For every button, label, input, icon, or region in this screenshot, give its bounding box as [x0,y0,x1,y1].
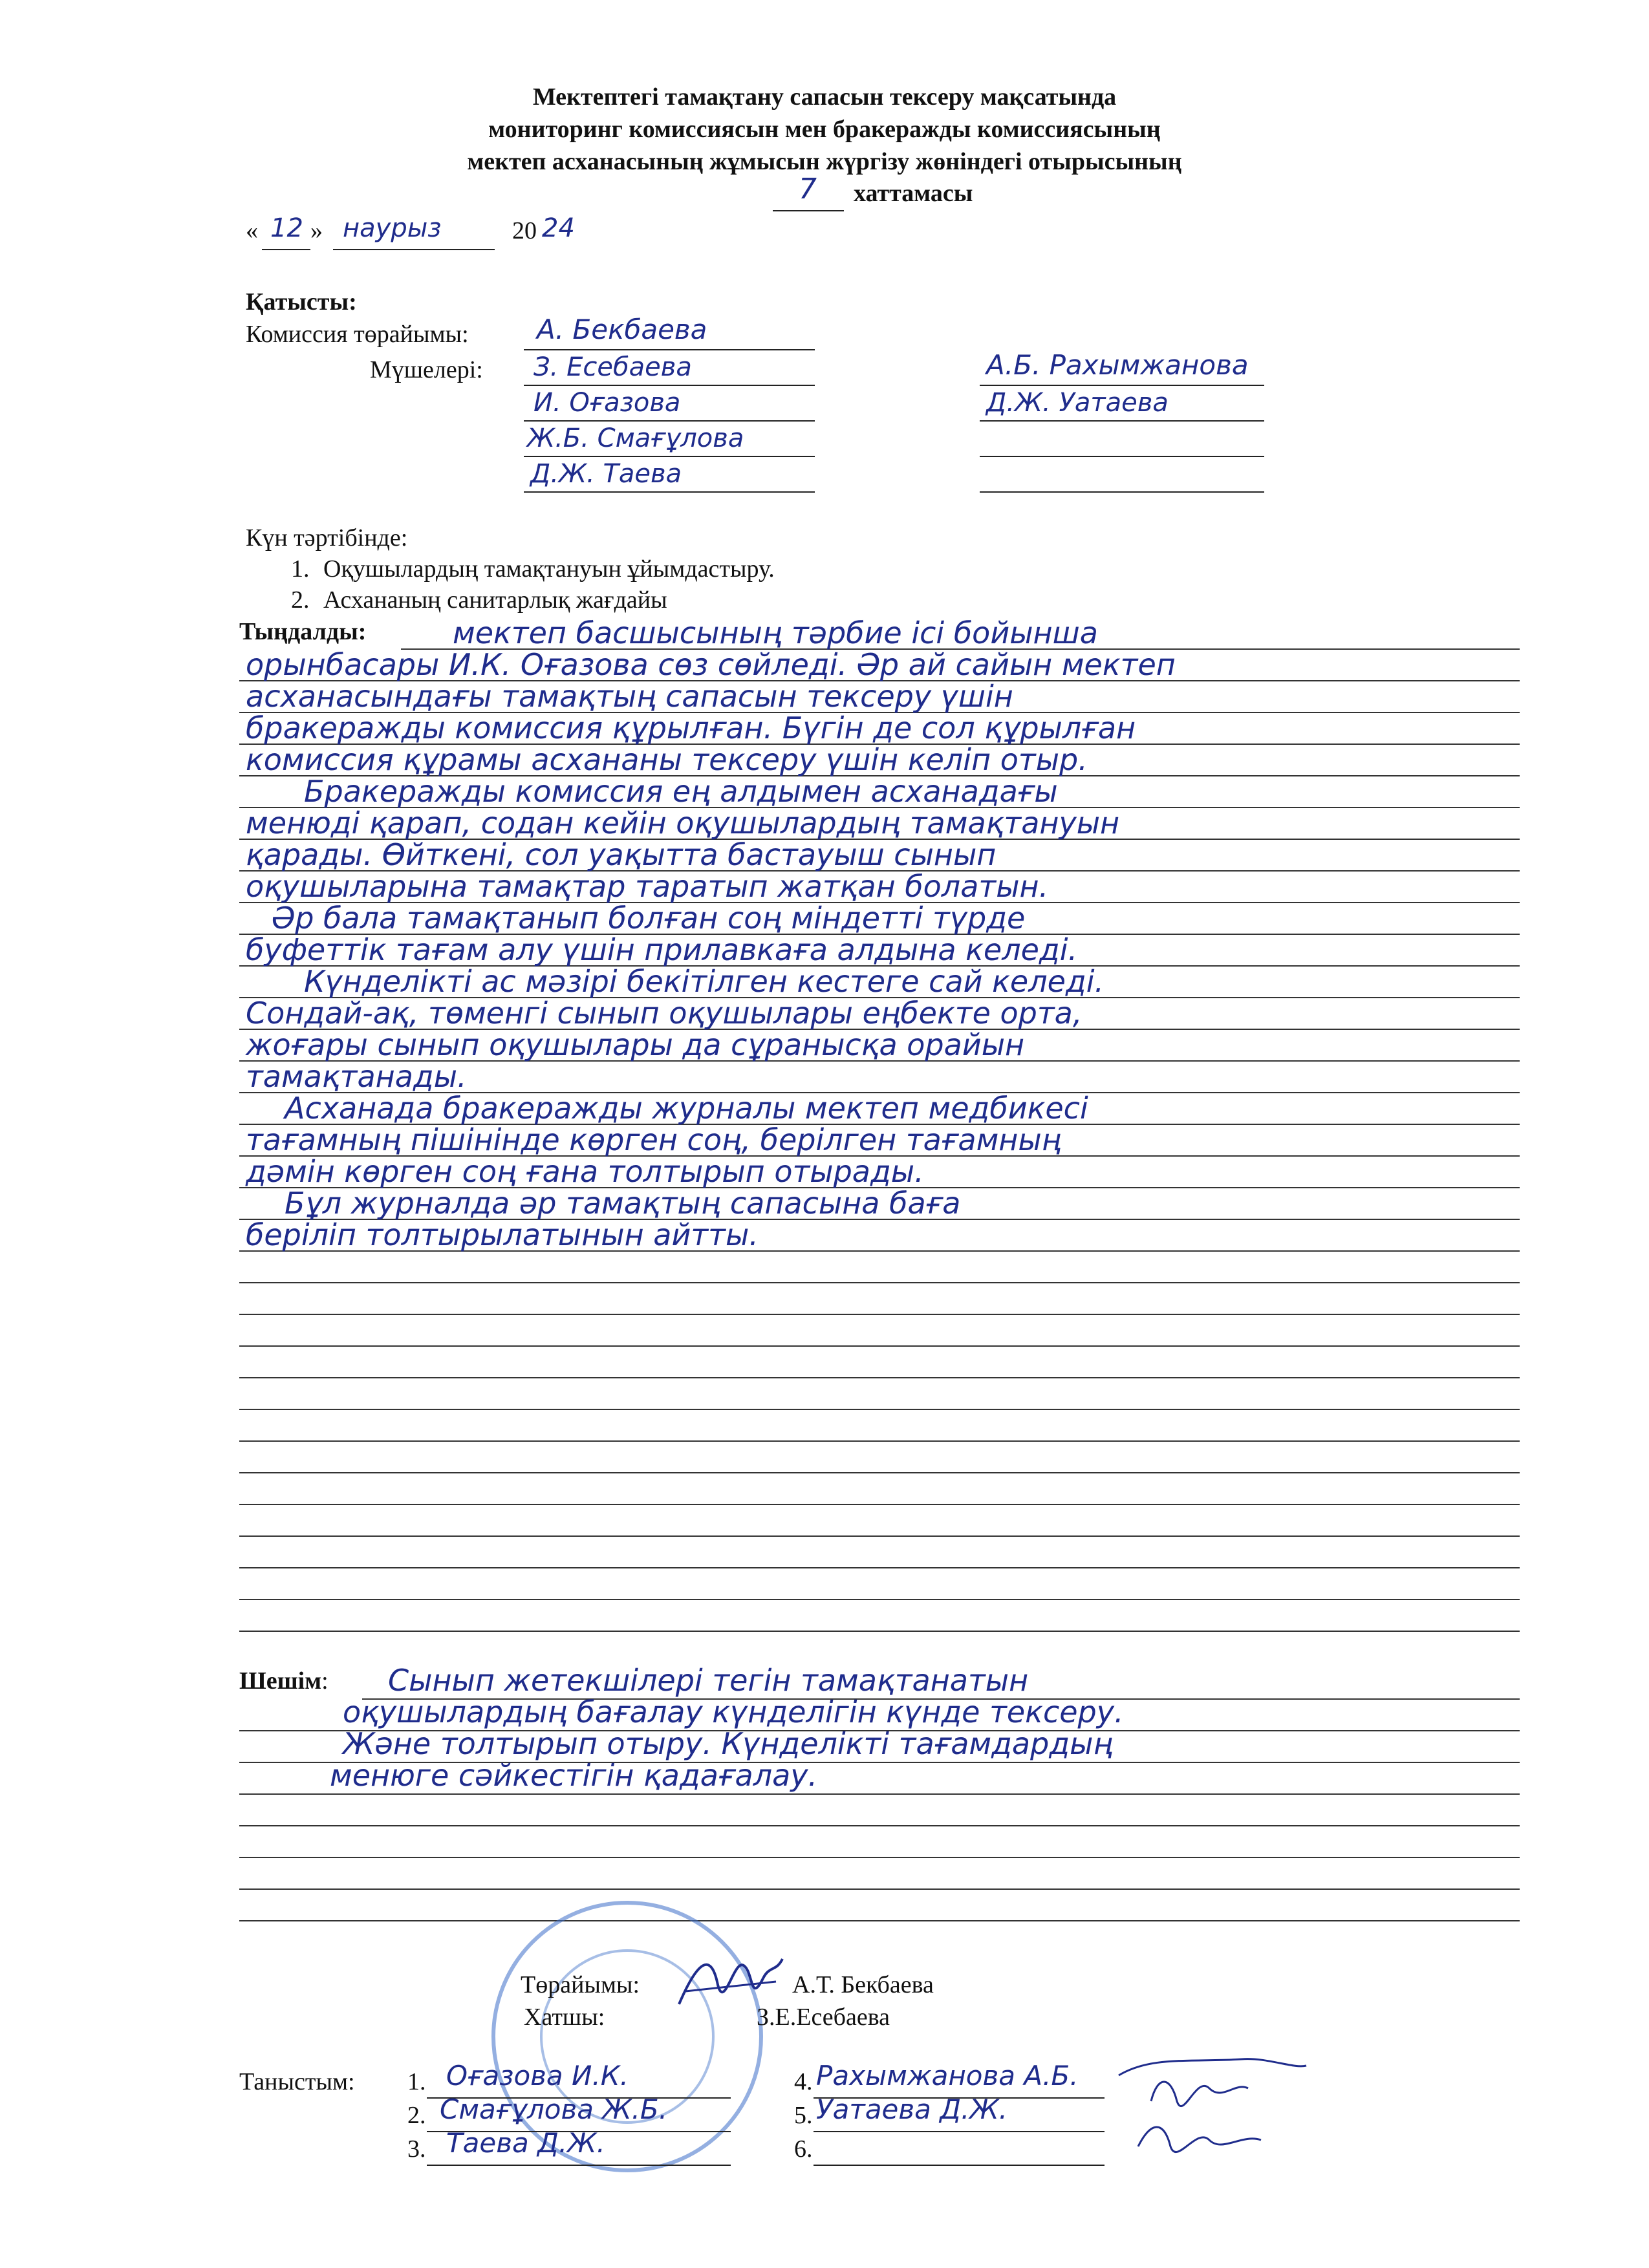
acquainted-label: Таныстым: [239,2068,355,2095]
title-line-2: мониторинг комиссиясын мен бракеражды комиссиясының [488,116,1161,143]
decision-line: менюге сәйкестігін қадағалау. [330,1758,818,1793]
heard-line: тамақтанады. [246,1059,467,1094]
member-left-4: Д.Ж. Таева [530,459,682,489]
date-day: 12 [270,213,303,243]
heard-line: орынбасары И.К. Оғазова сөз сөйледі. Әр ай сайын мектеп [246,647,1176,682]
acquainted-num: 5. [794,2102,813,2129]
heard-line: менюді қарап, содан кейін оқушылардың тамақтануын [246,806,1120,840]
members-label: Мүшелері: [370,356,483,383]
agenda-item-2: 2. Асхананың санитарлық жағдайы [291,586,667,614]
decision-line: Сынып жетекшілері тегін тамақтанатын [388,1663,1029,1698]
heard-line: тағамның пішінінде көрген соң, берілген тағамның [246,1122,1062,1157]
protocol-number-field [773,173,844,211]
title-line-3: мектеп асханасының жұмысын жүргізу жөніндегі отырысының [467,148,1182,175]
date-year-suffix: 24 [542,213,575,243]
heard-line: комиссия құрамы асхананы тексеру үшін келіп отыр. [246,742,1088,777]
heard-line: Әр бала тамақтанып болған соң міндетті түрде [272,901,1026,936]
acquainted-name: Смағұлова Ж.Б. [440,2093,668,2125]
heard-line: Күнделікті ас мәзірі бекітілген кестеге сай келеді. [304,964,1105,999]
heard-line: Асханада бракеражды журналы мектеп медбикесі [285,1091,1088,1126]
decision-line: оқушылардың бағалау күнделігін күнде тексеру. [343,1695,1124,1729]
date-close-quote: » [310,217,323,244]
date-month: наурыз [343,213,442,243]
acquainted-name: Рахымжанова А.Б. [816,2060,1079,2091]
heard-label: Тыңдалды: [239,618,367,645]
heard-line: оқушыларына тамақтар таратып жатқан болатын. [246,869,1049,904]
acquainted-name: Таева Д.Ж. [446,2127,605,2159]
member-right-1: А.Б. Рахымжанова [986,349,1249,381]
agenda-item-1: 1. Оқушылардың тамақтануын ұйымдастыру. [291,555,775,583]
chair-label: Комиссия төрайымы: [246,321,469,348]
heard-line: Бұл журналда әр тамақтың сапасына баға [285,1186,961,1221]
member-signatures-icon [1112,2049,1319,2179]
heard-line: қарады. Өйткені, сол уақытта бастауыш сынып [246,837,997,872]
agenda-heading: Күн тәртібінде: [246,524,408,551]
member-left-3: Ж.Б. Смағұлова [527,423,744,453]
heard-line: жоғары сынып оқушылары да сұранысқа орайын [246,1027,1025,1062]
heard-line: Бракеражды комиссия ең алдымен асханадағы [304,774,1058,809]
acquainted-num: 2. [407,2102,426,2129]
date-open-quote: « [246,217,258,244]
acquainted-num: 1. [407,2068,426,2095]
heard-line: беріліп толтырылатынын айтты. [246,1217,759,1252]
date-year-prefix: 20 [512,217,537,244]
chair-name: А. Бекбаева [537,314,707,345]
member-left-2: И. Оғазова [534,388,681,418]
heard-line: асханасындағы тамақтың сапасын тексеру үшін [246,679,1013,714]
signature-chair-name: А.Т. Бекбаева [792,1971,934,1998]
signature-secretary-label: Хатшы: [524,2004,605,2031]
heard-line: бракеражды комиссия құрылған. Бүгін де сол құрылған [246,711,1136,745]
acquainted-name: Уатаева Д.Ж. [816,2093,1008,2125]
decision-line: Және толтырып отыру. Күнделікті тағамдардың [343,1726,1113,1761]
title-line-1: Мектептегі тамақтану сапасын тексеру мақсатында [532,83,1117,111]
signature-chair-label: Төрайымы: [521,1971,640,1998]
acquainted-name: Оғазова И.К. [446,2060,629,2091]
protocol-number: 7 [799,173,817,206]
heard-line: мектеп басшысының тәрбие ісі бойынша [453,615,1098,650]
acquainted-num: 4. [794,2068,813,2095]
heard-line: буфеттік тағам алу үшін прилавкаға алдына келеді. [246,932,1078,967]
signature-secretary-name: З.Е.Есебаева [757,2004,890,2031]
attendance-heading: Қатысты: [246,288,357,316]
protocol-word: хаттамасы [854,180,973,207]
acquainted-num: 3. [407,2135,426,2163]
decision-label: Шешім: [239,1667,329,1695]
member-right-2: Д.Ж. Уатаева [986,388,1169,418]
heard-line: дәмін көрген соң ғана толтырып отырады. [246,1154,924,1189]
acquainted-num: 6. [794,2135,813,2163]
heard-line: Сондай-ақ, төменгі сынып оқушылары еңбекте орта, [246,996,1083,1031]
member-left-1: З. Есебаева [534,352,692,382]
